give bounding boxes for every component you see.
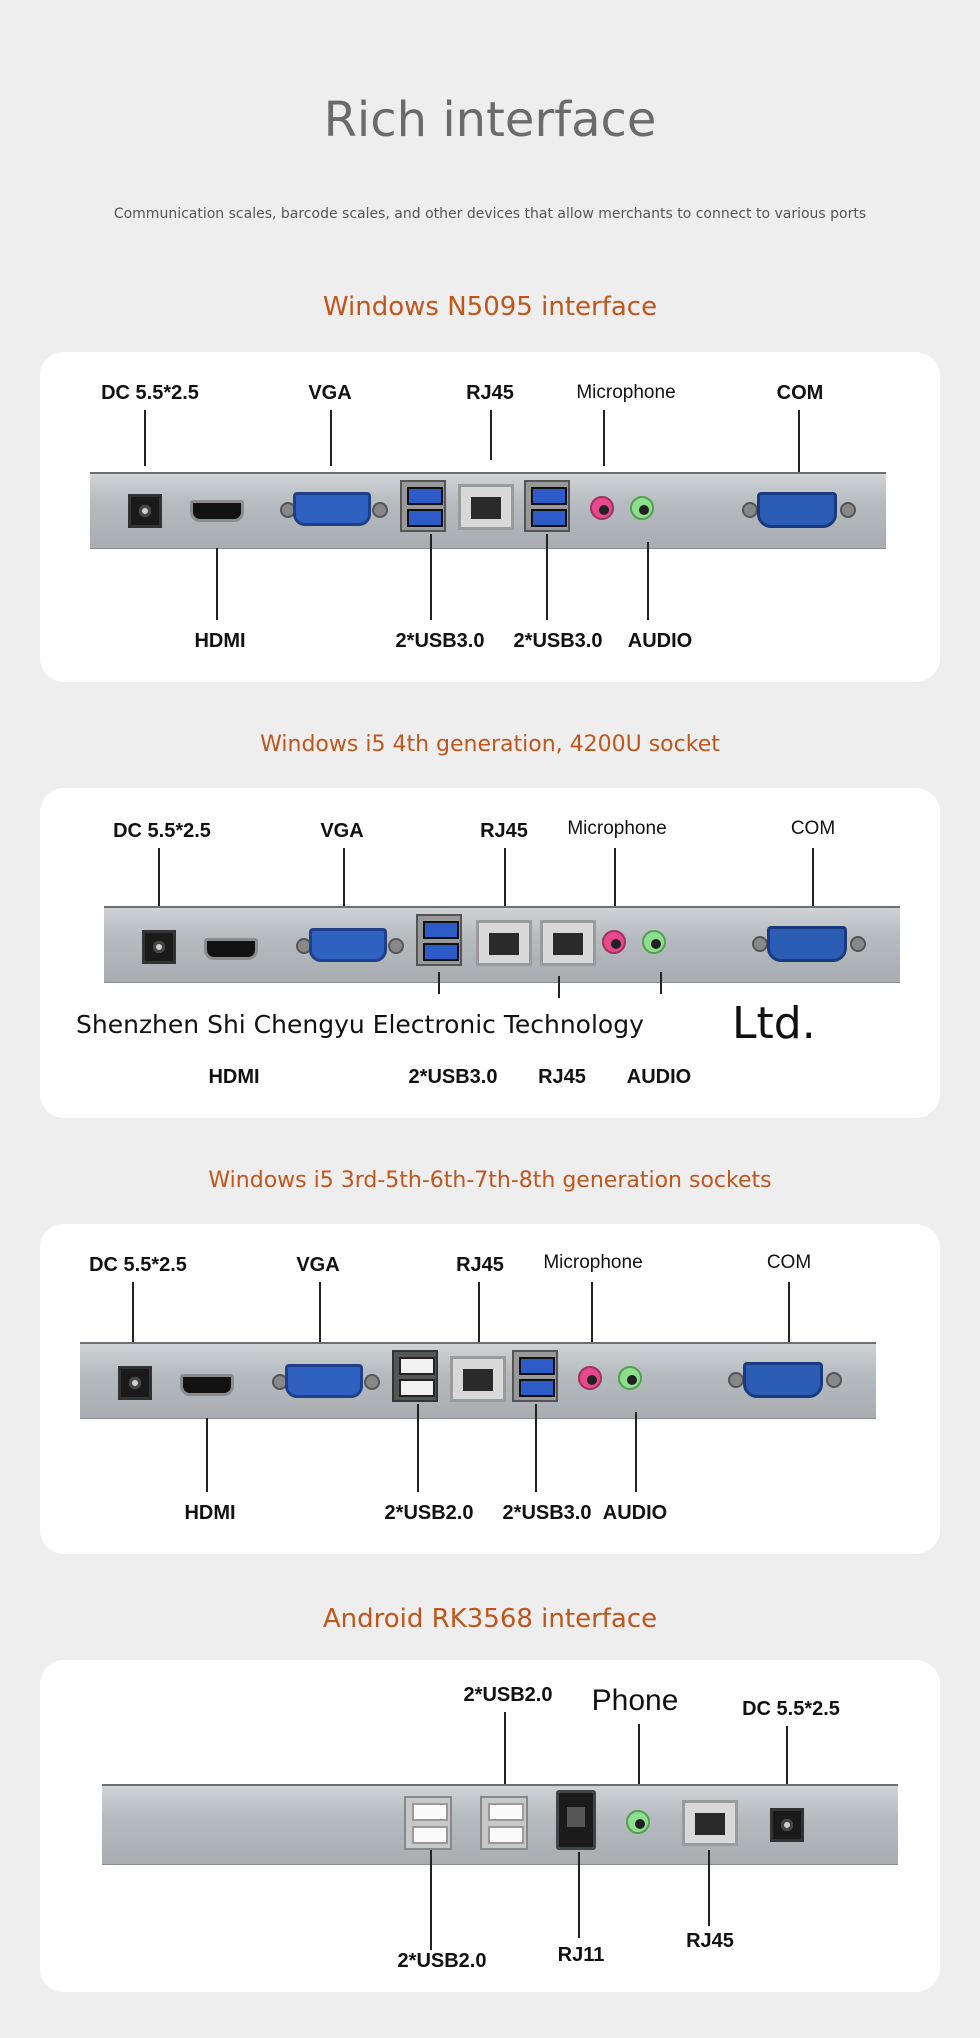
phone-jack <box>626 1810 650 1834</box>
label-dc: DC 5.5*2.5 <box>113 820 211 842</box>
label-microphone: Microphone <box>543 1252 643 1273</box>
rj45-port <box>458 484 514 530</box>
label-usb2: 2*USB2.0 <box>384 1502 474 1524</box>
microphone-jack <box>578 1366 602 1390</box>
label-usb3: 2*USB3.0 <box>502 1502 592 1524</box>
label-rj45: RJ45 <box>686 1930 734 1952</box>
rj45-port <box>476 920 532 966</box>
label-usb3: 2*USB3.0 <box>395 630 485 652</box>
device-io-panel <box>102 1784 898 1865</box>
label-com: COM <box>776 382 824 404</box>
interface-card-rk3568 <box>40 1660 940 1992</box>
rj45-port <box>450 1356 506 1402</box>
label-vga: VGA <box>296 1254 340 1276</box>
hdmi-port <box>180 1374 234 1396</box>
label-usb3: 2*USB3.0 <box>513 630 603 652</box>
rj11-port <box>556 1790 596 1850</box>
label-microphone: Microphone <box>567 818 667 839</box>
audio-jack <box>630 496 654 520</box>
rj45-port <box>682 1800 738 1846</box>
device-io-panel <box>80 1342 876 1419</box>
vga-port <box>272 1364 376 1398</box>
usb2-port-pair <box>480 1796 528 1850</box>
label-hdmi: HDMI <box>194 630 246 652</box>
dc-jack-port <box>142 930 176 964</box>
section-title-i5-gen: Windows i5 3rd-5th-6th-7th-8th generation sockets <box>208 1168 772 1193</box>
dc-jack-port <box>118 1366 152 1400</box>
audio-jack <box>642 930 666 954</box>
vga-port <box>296 928 400 962</box>
device-io-panel <box>104 906 900 983</box>
label-vga: VGA <box>320 820 364 842</box>
interface-card-4200u <box>40 788 940 1118</box>
label-audio: AUDIO <box>626 1066 692 1088</box>
label-com: COM <box>766 1252 812 1273</box>
label-rj45: RJ45 <box>480 820 528 842</box>
section-title-4200u: Windows i5 4th generation, 4200U socket <box>260 732 720 757</box>
label-phone: Phone <box>591 1684 679 1717</box>
label-audio: AUDIO <box>627 630 693 652</box>
label-rj45-bottom: RJ45 <box>538 1066 586 1088</box>
label-rj45: RJ45 <box>456 1254 504 1276</box>
interface-card-n5095 <box>40 352 940 682</box>
label-com: COM <box>790 818 836 839</box>
company-watermark-suffix: Ltd. <box>732 998 816 1049</box>
label-dc: DC 5.5*2.5 <box>742 1698 840 1720</box>
hdmi-port <box>190 500 244 522</box>
label-audio: AUDIO <box>602 1502 668 1524</box>
rj45-port-2 <box>540 920 596 966</box>
section-title-rk3568: Android RK3568 interface <box>322 1604 658 1634</box>
label-microphone: Microphone <box>576 382 676 403</box>
hdmi-port <box>204 938 258 960</box>
microphone-jack <box>590 496 614 520</box>
label-usb3: 2*USB3.0 <box>408 1066 498 1088</box>
page-subtitle: Communication scales, barcode scales, and other devices that allow merchants to connect to various ports <box>113 206 867 222</box>
label-usb2-bottom: 2*USB2.0 <box>397 1950 487 1972</box>
usb3-port-pair <box>400 480 446 532</box>
label-dc: DC 5.5*2.5 <box>101 382 199 404</box>
label-vga: VGA <box>308 382 352 404</box>
interface-card-i5-gen <box>40 1224 940 1554</box>
section-title-n5095: Windows N5095 interface <box>322 292 658 322</box>
label-dc: DC 5.5*2.5 <box>89 1254 187 1276</box>
com-port <box>752 926 862 962</box>
com-port <box>742 492 852 528</box>
label-rj45: RJ45 <box>466 382 514 404</box>
label-usb2-top: 2*USB2.0 <box>463 1684 553 1706</box>
label-rj11: RJ11 <box>557 1944 605 1966</box>
label-hdmi: HDMI <box>184 1502 236 1524</box>
company-watermark: Shenzhen Shi Chengyu Electronic Technology <box>76 1010 644 1039</box>
microphone-jack <box>602 930 626 954</box>
usb3-port-pair <box>416 914 462 966</box>
page-title: Rich interface <box>323 92 657 148</box>
usb3-port-pair <box>512 1350 558 1402</box>
vga-port <box>280 492 384 526</box>
audio-jack <box>618 1366 642 1390</box>
usb3-port-pair <box>524 480 570 532</box>
usb2-port-pair <box>404 1796 452 1850</box>
usb2-port-pair <box>392 1350 438 1402</box>
com-port <box>728 1362 838 1398</box>
device-io-panel <box>90 472 886 549</box>
dc-jack-port <box>128 494 162 528</box>
dc-jack-port <box>770 1808 804 1842</box>
label-hdmi: HDMI <box>208 1066 260 1088</box>
